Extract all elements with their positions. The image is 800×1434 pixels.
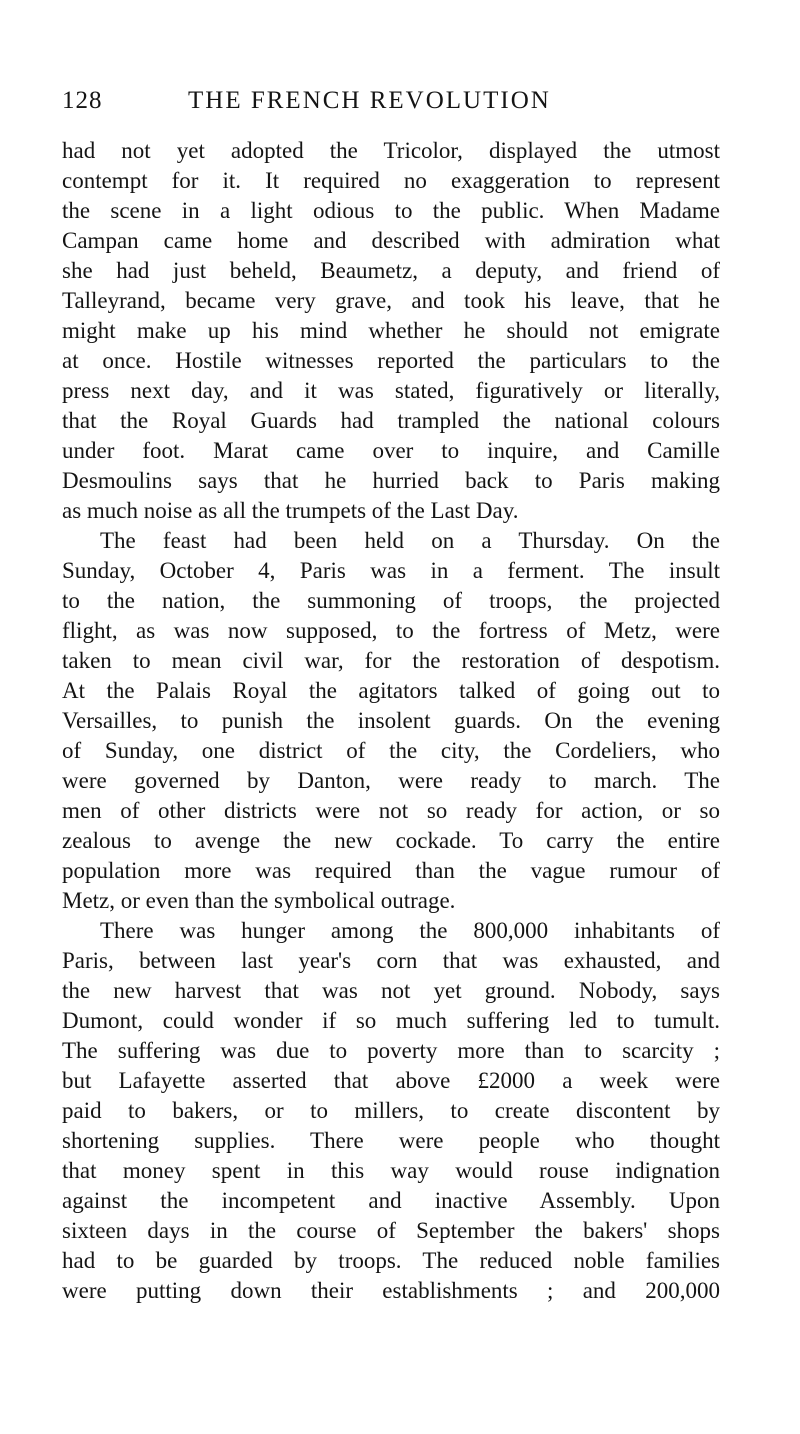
text-line: zealous to avenge the new cockade. To carry the entire xyxy=(62,828,720,853)
text-line: sixteen days in the course of September the bakers' shops xyxy=(62,1218,720,1243)
text-line: taken to mean civil war, for the restoration of despotism. xyxy=(62,648,720,673)
body-text xyxy=(62,136,720,1306)
text-line: the scene in a light odious to the public. When Madame xyxy=(62,198,720,223)
text-line: flight, as was now supposed, to the fortress of Metz, were xyxy=(62,618,720,643)
text-line: that money spent in this way would rouse indignation xyxy=(62,1158,720,1183)
text-line: to the nation, the summoning of troops, the projected xyxy=(62,588,720,613)
text-line: At the Palais Royal the agitators talked of going out to xyxy=(62,678,720,703)
text-line: Paris, between last year's corn that was exhausted, and xyxy=(62,948,720,973)
text-line: that the Royal Guards had trampled the national colours xyxy=(62,408,720,433)
text-line: she had just beheld, Beaumetz, a deputy, and friend of xyxy=(62,258,720,283)
text-line: but Lafayette asserted that above £2000 a week were xyxy=(62,1068,720,1093)
page-number: 128 xyxy=(62,87,103,114)
text-line: were putting down their establishments ; and 200,000 xyxy=(62,1278,720,1303)
text-line: were governed by Danton, were ready to march. The xyxy=(62,768,720,793)
text-line: men of other districts were not so ready for action, or so xyxy=(62,798,720,823)
text-line: Metz, or even than the symbolical outrage. xyxy=(62,888,456,913)
text-line: shortening supplies. There were people who thought xyxy=(62,1128,720,1153)
text-line: paid to bakers, or to millers, to create discontent by xyxy=(62,1098,720,1123)
running-head xyxy=(62,84,722,118)
paragraph-first-line: The feast had been held on a Thursday. On the xyxy=(100,528,720,553)
text-line: against the incompetent and inactive Assembly. Upon xyxy=(62,1188,720,1213)
text-line: population more was required than the vague rumour of xyxy=(62,858,720,883)
text-line: had to be guarded by troops. The reduced noble families xyxy=(62,1248,720,1273)
text-line: at once. Hostile witnesses reported the particulars to the xyxy=(62,348,720,373)
text-line: had not yet adopted the Tricolor, displayed the utmost xyxy=(62,138,720,163)
text-line: Versailles, to punish the insolent guards. On the evening xyxy=(62,708,720,733)
text-line: Talleyrand, became very grave, and took his leave, that he xyxy=(62,288,720,313)
text-line: Dumont, could wonder if so much suffering led to tumult. xyxy=(62,1008,720,1033)
text-line: The suffering was due to poverty more than to scarcity ; xyxy=(62,1038,720,1063)
text-line: as much noise as all the trumpets of the Last Day. xyxy=(62,498,519,523)
text-line: Desmoulins says that he hurried back to Paris making xyxy=(62,468,720,493)
text-line: of Sunday, one district of the city, the Cordeliers, who xyxy=(62,738,720,763)
text-line: press next day, and it was stated, figuratively or literally, xyxy=(62,378,720,403)
paragraph-first-line: There was hunger among the 800,000 inhabitants of xyxy=(100,918,720,943)
running-title: THE FRENCH REVOLUTION xyxy=(188,87,551,114)
text-line: contempt for it. It required no exaggeration to represent xyxy=(62,168,720,193)
text-line: might make up his mind whether he should not emigrate xyxy=(62,318,720,343)
text-line: the new harvest that was not yet ground. Nobody, says xyxy=(62,978,720,1003)
text-line: under foot. Marat came over to inquire, and Camille xyxy=(62,438,720,463)
text-line: Campan came home and described with admiration what xyxy=(62,228,720,253)
text-line: Sunday, October 4, Paris was in a ferment. The insult xyxy=(62,558,720,583)
